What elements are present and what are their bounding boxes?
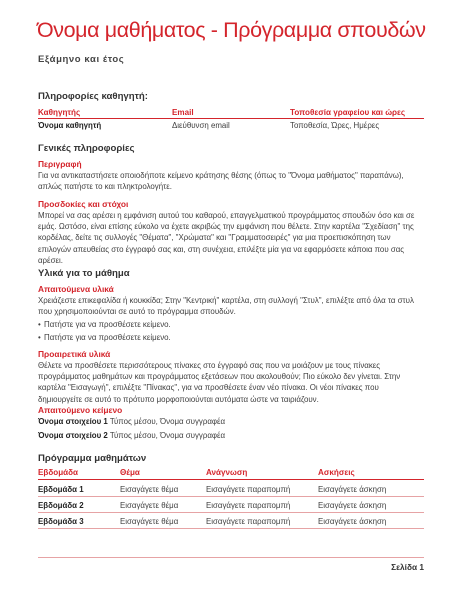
assignments-column-header: Ασκήσεις (318, 468, 355, 477)
required-materials-heading: Απαιτούμενα υλικά (38, 284, 114, 294)
document-subtitle[interactable]: Εξάμηνο και έτος (38, 54, 125, 65)
goals-text[interactable]: Μπορεί να σας αρέσει η εμφάνιση αυτού του καθαρού, επαγγελματικού προγράμματος σπουδών όσο και σε εμάς. Ωστόσο, είναι επίσης εύκολο να έχετε ακριβώς την εμφάνιση που θέλετε. Στην καρτέλα "Σχεδίαση" της κορδέλας, δείτε τις συλλογές "Θέματα", "Χρώματα" και "Γραμματοσειρές" για μια προεπισκόπηση των επιλογών απευθείας στο έγγραφό σας και, στη συνέχεια, επιλέξτε μία για να εφαρμόσετε κάποια που σας αρέσει. (38, 211, 415, 265)
instructor-office[interactable]: Τοποθεσία, Ώρες, Ημέρες (290, 121, 380, 130)
required-text-item[interactable] (38, 431, 225, 440)
description-heading: Περιγραφή (38, 159, 82, 169)
instructor-info-heading: Πληροφορίες καθηγητή: (38, 91, 148, 102)
topic-cell[interactable]: Εισαγάγετε θέμα (120, 485, 179, 494)
row-divider (38, 528, 424, 529)
reading-column-header: Ανάγνωση (206, 468, 248, 477)
required-materials-text[interactable]: Χρειάζεστε επικεφαλίδα ή κουκκίδα; Στην "Κεντρική" καρτέλα, στη συλλογή "Στυλ", επιλέξτε από όλα τα στυλ που χρησιμοποιούνται σε αυτό το πρόγραμμα σπουδών. (38, 296, 414, 317)
week-cell[interactable]: Εβδομάδα 2 (38, 501, 84, 510)
bullet-icon: • (38, 333, 41, 342)
general-info-heading: Γενικές πληροφορίες (38, 143, 135, 154)
topic-column-header: Θέμα (120, 468, 140, 477)
bullet-icon: • (38, 320, 41, 329)
item-detail: Τύπος μέσου, Όνομα συγγραφέα (109, 431, 226, 440)
assignment-cell[interactable]: Εισαγάγετε άσκηση (318, 485, 387, 494)
row-divider (38, 496, 424, 497)
item-name: Όνομα στοιχείου 2 (38, 431, 108, 440)
item-detail: Τύπος μέσου, Όνομα συγγραφέα (109, 417, 226, 426)
week-cell[interactable]: Εβδομάδα 3 (38, 517, 84, 526)
document-title[interactable]: Όνομα μαθήματος - Πρόγραμμα σπουδών (37, 18, 426, 42)
footer-rule (38, 557, 424, 558)
row-divider (38, 512, 424, 513)
schedule-heading: Πρόγραμμα μαθημάτων (38, 453, 147, 464)
page-number: Σελίδα 1 (391, 562, 424, 572)
topic-cell[interactable]: Εισαγάγετε θέμα (120, 501, 179, 510)
materials-heading: Υλικά για το μάθημα (38, 268, 130, 279)
item-name: Όνομα στοιχείου 1 (38, 417, 108, 426)
instructor-email[interactable]: Διεύθυνση email (172, 121, 230, 130)
required-text-heading: Απαιτούμενο κείμενο (38, 405, 123, 415)
reading-cell[interactable]: Εισαγάγετε παραπομπή (206, 485, 291, 494)
reading-cell[interactable]: Εισαγάγετε παραπομπή (206, 517, 291, 526)
topic-cell[interactable]: Εισαγάγετε θέμα (120, 517, 179, 526)
bullet-item[interactable] (38, 320, 171, 329)
bullet-text: Πατήστε για να προσθέσετε κείμενο. (44, 333, 171, 342)
week-column-header: Εβδομάδα (38, 468, 79, 477)
instructor-header-rule (38, 118, 424, 119)
schedule-header-rule (38, 479, 424, 480)
optional-materials-text[interactable]: Θέλετε να προσθέσετε περισσότερους πίνακες στο έγγραφό σας που να μοιάζουν με τους πίνακες προγράμματος μαθημάτων και προγράμματος εξετάσεων που ακολουθούν; Πιο εύκολο δεν γίνεται. Στην καρτέλα "Εισαγωγή", επιλέξτε "Πίνακας", για να προσθέσετε έναν νέο πίνακα. Οι νέοι πίνακες που δημιουργείτε σε αυτό το πρότυπο μορφοποιούνται αυτόματα ώστε να ταιριάζουν. (38, 361, 401, 404)
optional-materials-heading: Προαιρετικά υλικά (38, 349, 111, 359)
assignment-cell[interactable]: Εισαγάγετε άσκηση (318, 517, 387, 526)
bullet-text: Πατήστε για να προσθέσετε κείμενο. (44, 320, 171, 329)
email-column-header: Email (172, 108, 194, 117)
reading-cell[interactable]: Εισαγάγετε παραπομπή (206, 501, 291, 510)
instructor-column-header: Καθηγητής (38, 108, 81, 117)
week-cell[interactable]: Εβδομάδα 1 (38, 485, 84, 494)
instructor-name[interactable]: Όνομα καθηγητή (38, 121, 102, 130)
goals-heading: Προσδοκίες και στόχοι (38, 199, 129, 209)
office-column-header: Τοποθεσία γραφείου και ώρες (290, 108, 406, 117)
required-text-item[interactable] (38, 417, 225, 426)
description-text[interactable]: Για να αντικαταστήσετε οποιοδήποτε κείμενο κράτησης θέσης (όπως το "Όνομα μαθήματος" παραπάνω), απλώς πατήστε το και πληκτρολογήτε. (38, 171, 404, 192)
assignment-cell[interactable]: Εισαγάγετε άσκηση (318, 501, 387, 510)
bullet-item[interactable] (38, 333, 171, 342)
